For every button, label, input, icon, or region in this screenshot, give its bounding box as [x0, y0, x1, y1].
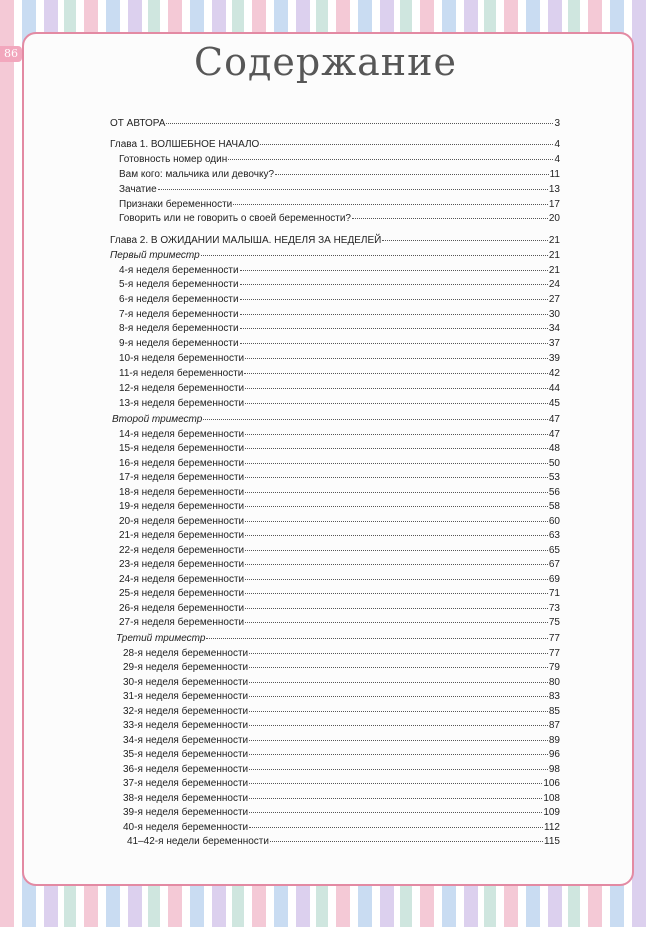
toc-entry[interactable]: 41–42-я недели беременности 115 [127, 836, 560, 847]
toc-entry[interactable]: 32-я неделя беременности 85 [123, 706, 560, 717]
toc-entry[interactable]: 17-я неделя беременности 53 [119, 472, 560, 483]
toc-entry[interactable]: 39-я неделя беременности 109 [123, 807, 560, 818]
toc-entry[interactable]: 11-я неделя беременности 42 [119, 368, 560, 379]
toc-entry[interactable]: Готовность номер один 4 [119, 154, 560, 165]
toc-entry[interactable]: 12-я неделя беременности 44 [119, 383, 560, 394]
toc-entry[interactable]: 22-я неделя беременности 65 [119, 545, 560, 556]
toc-entry[interactable]: 20-я неделя беременности 60 [119, 516, 560, 527]
toc-entry[interactable]: 36-я неделя беременности 98 [123, 764, 560, 775]
toc-entry[interactable]: 8-я неделя беременности 34 [119, 323, 560, 334]
toc-entry[interactable]: 31-я неделя беременности 83 [123, 691, 560, 702]
toc-entry[interactable]: 23-я неделя беременности 67 [119, 559, 560, 570]
toc-entry[interactable]: Второй триместр 47 [112, 414, 560, 425]
toc-entry[interactable]: 13-я неделя беременности 45 [119, 398, 560, 409]
toc-entry[interactable]: 35-я неделя беременности 96 [123, 749, 560, 760]
toc-entry[interactable]: Глава 2. В ОЖИДАНИИ МАЛЫША. НЕДЕЛЯ ЗА НЕДЕЛЕЙ 21 [110, 235, 560, 246]
toc-entry[interactable]: 37-я неделя беременности 106 [123, 778, 560, 789]
toc-entry[interactable]: 25-я неделя беременности 71 [119, 588, 560, 599]
toc-entry[interactable]: 7-я неделя беременности 30 [119, 309, 560, 320]
toc-entry[interactable]: 38-я неделя беременности 108 [123, 793, 560, 804]
toc-entry[interactable]: 27-я неделя беременности 75 [119, 617, 560, 628]
toc-entry[interactable]: Зачатие 13 [119, 184, 560, 195]
toc-entry[interactable]: 4-я неделя беременности 21 [119, 265, 560, 276]
toc-entry[interactable]: 30-я неделя беременности 80 [123, 677, 560, 688]
toc-entry[interactable]: 34-я неделя беременности 89 [123, 735, 560, 746]
toc-entry[interactable]: Первый триместр 21 [110, 250, 560, 261]
toc-entry[interactable]: 16-я неделя беременности 50 [119, 458, 560, 469]
toc-entry[interactable]: Третий триместр 77 [116, 633, 560, 644]
toc-entry[interactable]: 21-я неделя беременности 63 [119, 530, 560, 541]
toc-entry[interactable]: 9-я неделя беременности 37 [119, 338, 560, 349]
toc-entry[interactable]: Говорить или не говорить о своей беременности? 20 [119, 213, 560, 224]
toc-entry[interactable]: 26-я неделя беременности 73 [119, 603, 560, 614]
toc-entry[interactable]: Вам кого: мальчика или девочку? 11 [119, 169, 560, 180]
toc-entry[interactable]: 5-я неделя беременности 24 [119, 279, 560, 290]
toc-entry[interactable]: 33-я неделя беременности 87 [123, 720, 560, 731]
page-title: Содержание [194, 40, 457, 84]
toc-entry[interactable]: 15-я неделя беременности 48 [119, 443, 560, 454]
toc-entry[interactable]: Признаки беременности 17 [119, 199, 560, 210]
page-number: 86 [0, 46, 22, 62]
toc-entry[interactable]: 6-я неделя беременности 27 [119, 294, 560, 305]
toc-entry[interactable]: 24-я неделя беременности 69 [119, 574, 560, 585]
toc-entry[interactable]: 14-я неделя беременности 47 [119, 429, 560, 440]
toc-entry[interactable]: 28-я неделя беременности 77 [123, 648, 560, 659]
toc-entry[interactable]: 29-я неделя беременности 79 [123, 662, 560, 673]
toc-entry[interactable]: Глава 1. ВОЛШЕБНОЕ НАЧАЛО 4 [110, 139, 560, 150]
toc-entry[interactable]: 19-я неделя беременности 58 [119, 501, 560, 512]
toc-entry[interactable]: 10-я неделя беременности 39 [119, 353, 560, 364]
toc-entry[interactable]: 40-я неделя беременности 112 [123, 822, 560, 833]
toc-entry[interactable]: 18-я неделя беременности 56 [119, 487, 560, 498]
toc-entry[interactable]: ОТ АВТОРА 3 [110, 118, 560, 129]
